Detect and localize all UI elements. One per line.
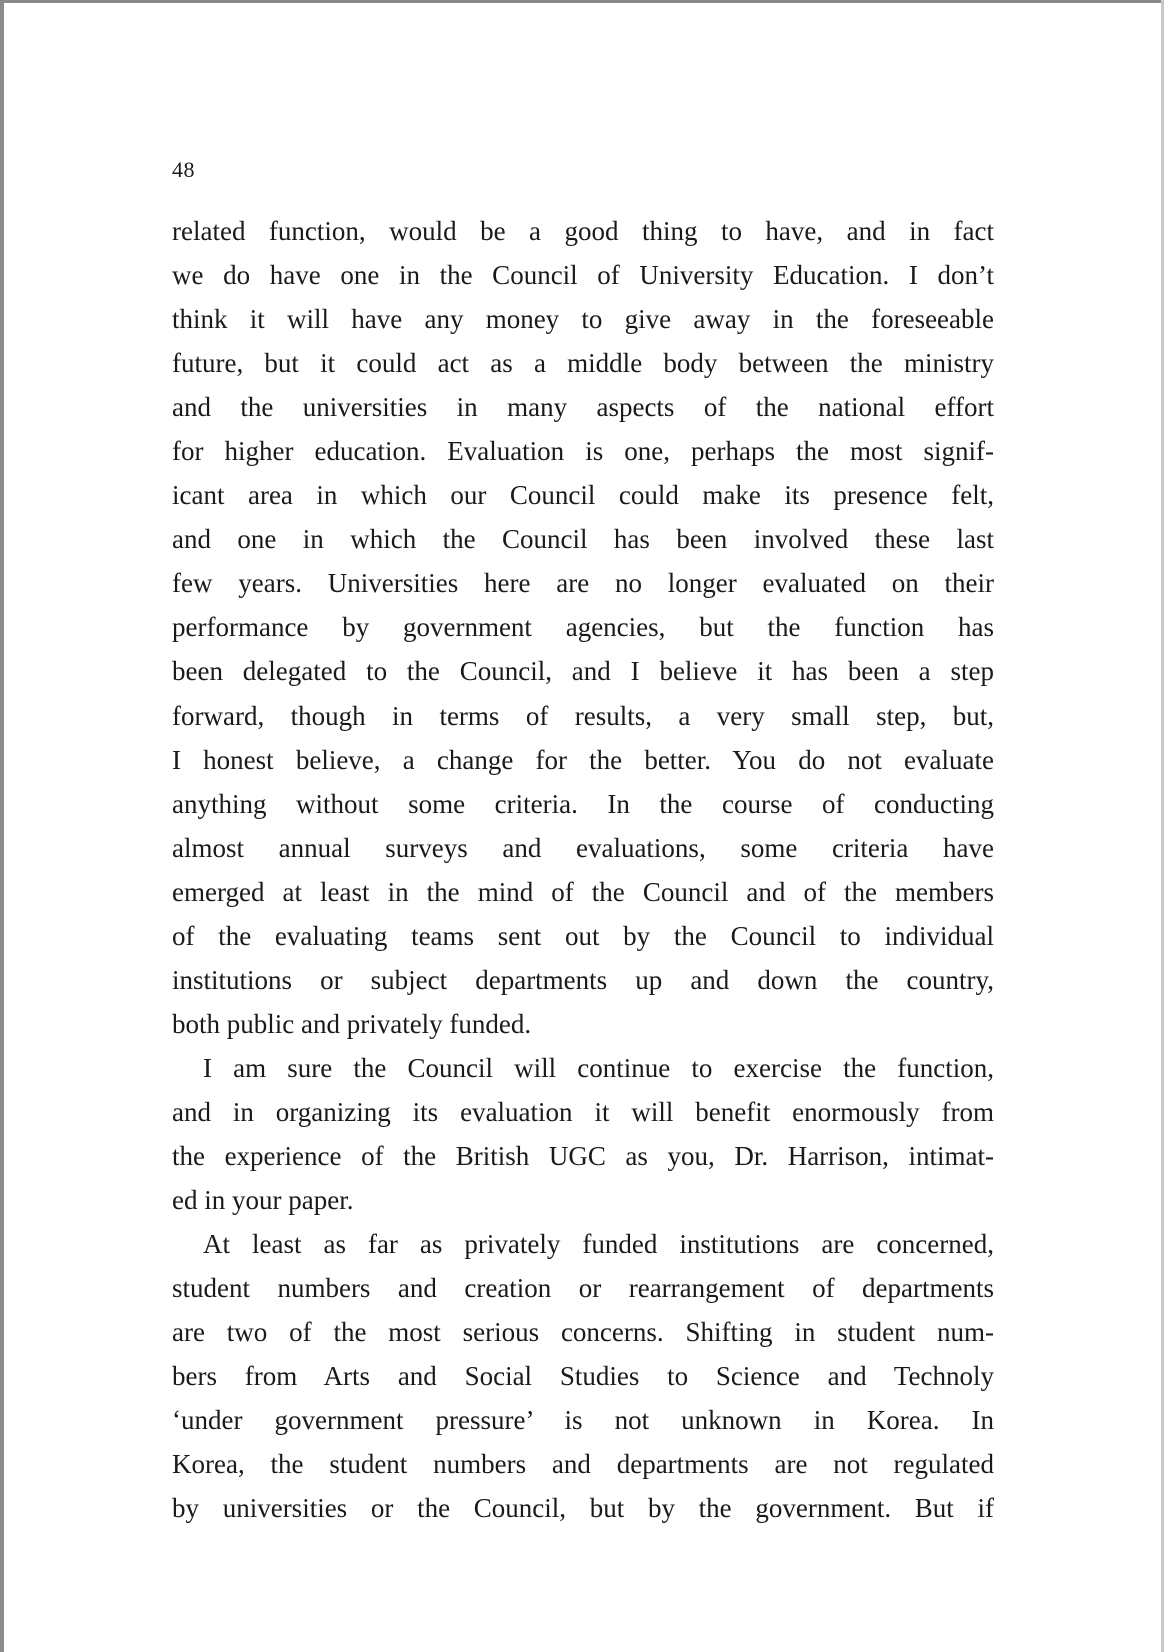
page-frame-left xyxy=(0,0,4,1652)
text-line: and in organizing its evaluation it will benefit enormously from xyxy=(172,1096,994,1127)
text-line: I honest believe, a change for the better. You do not evaluate xyxy=(172,744,994,775)
text-line: institutions or subject departments up and down the country, xyxy=(172,964,994,995)
text-line: At least as far as privately funded institutions are concerned, xyxy=(203,1229,994,1260)
text-line: I am sure the Council will continue to exercise the function, xyxy=(203,1052,994,1083)
text-line: been delegated to the Council, and I believe it has been a step xyxy=(172,656,994,687)
text-line: few years. Universities here are no longer evaluated on their xyxy=(172,568,994,599)
text-line: by universities or the Council, but by the government. But if xyxy=(172,1493,994,1524)
text-line: both public and privately funded. xyxy=(172,1008,532,1039)
text-line: we do have one in the Council of University Education. I don’t xyxy=(172,260,994,291)
text-line: the experience of the British UGC as you, Dr. Harrison, intimat- xyxy=(172,1140,994,1171)
text-line: for higher education. Evaluation is one, perhaps the most signif- xyxy=(172,436,994,467)
text-line: and one in which the Council has been involved these last xyxy=(172,524,994,555)
page-number: 48 xyxy=(172,157,195,182)
page-body-text xyxy=(172,214,994,1535)
text-line: emerged at least in the mind of the Council and of the members xyxy=(172,876,994,907)
text-line: think it will have any money to give away in the foreseeable xyxy=(172,304,994,335)
text-line: are two of the most serious concerns. Shifting in student num- xyxy=(172,1317,994,1348)
page-frame-top xyxy=(0,0,1164,3)
text-line: student numbers and creation or rearrangement of departments xyxy=(172,1273,994,1304)
text-line: ed in your paper. xyxy=(172,1185,354,1216)
text-line: of the evaluating teams sent out by the Council to individual xyxy=(172,920,994,951)
text-line: anything without some criteria. In the course of conducting xyxy=(172,788,994,819)
text-line: and the universities in many aspects of the national effort xyxy=(172,392,994,423)
text-line: performance by government agencies, but the function has xyxy=(172,612,994,643)
text-line: related function, would be a good thing to have, and in fact xyxy=(172,216,994,246)
text-line: future, but it could act as a middle body between the ministry xyxy=(172,348,994,379)
text-line: icant area in which our Council could make its presence felt, xyxy=(172,480,994,511)
text-line: Korea, the student numbers and departments are not regulated xyxy=(172,1449,994,1480)
text-line: almost annual surveys and evaluations, some criteria have xyxy=(172,832,994,863)
text-line: bers from Arts and Social Studies to Science and Technoly xyxy=(172,1361,994,1392)
text-line: forward, though in terms of results, a very small step, but, xyxy=(172,700,994,731)
text-line: ‘under government pressure’ is not unknown in Korea. In xyxy=(172,1405,994,1436)
